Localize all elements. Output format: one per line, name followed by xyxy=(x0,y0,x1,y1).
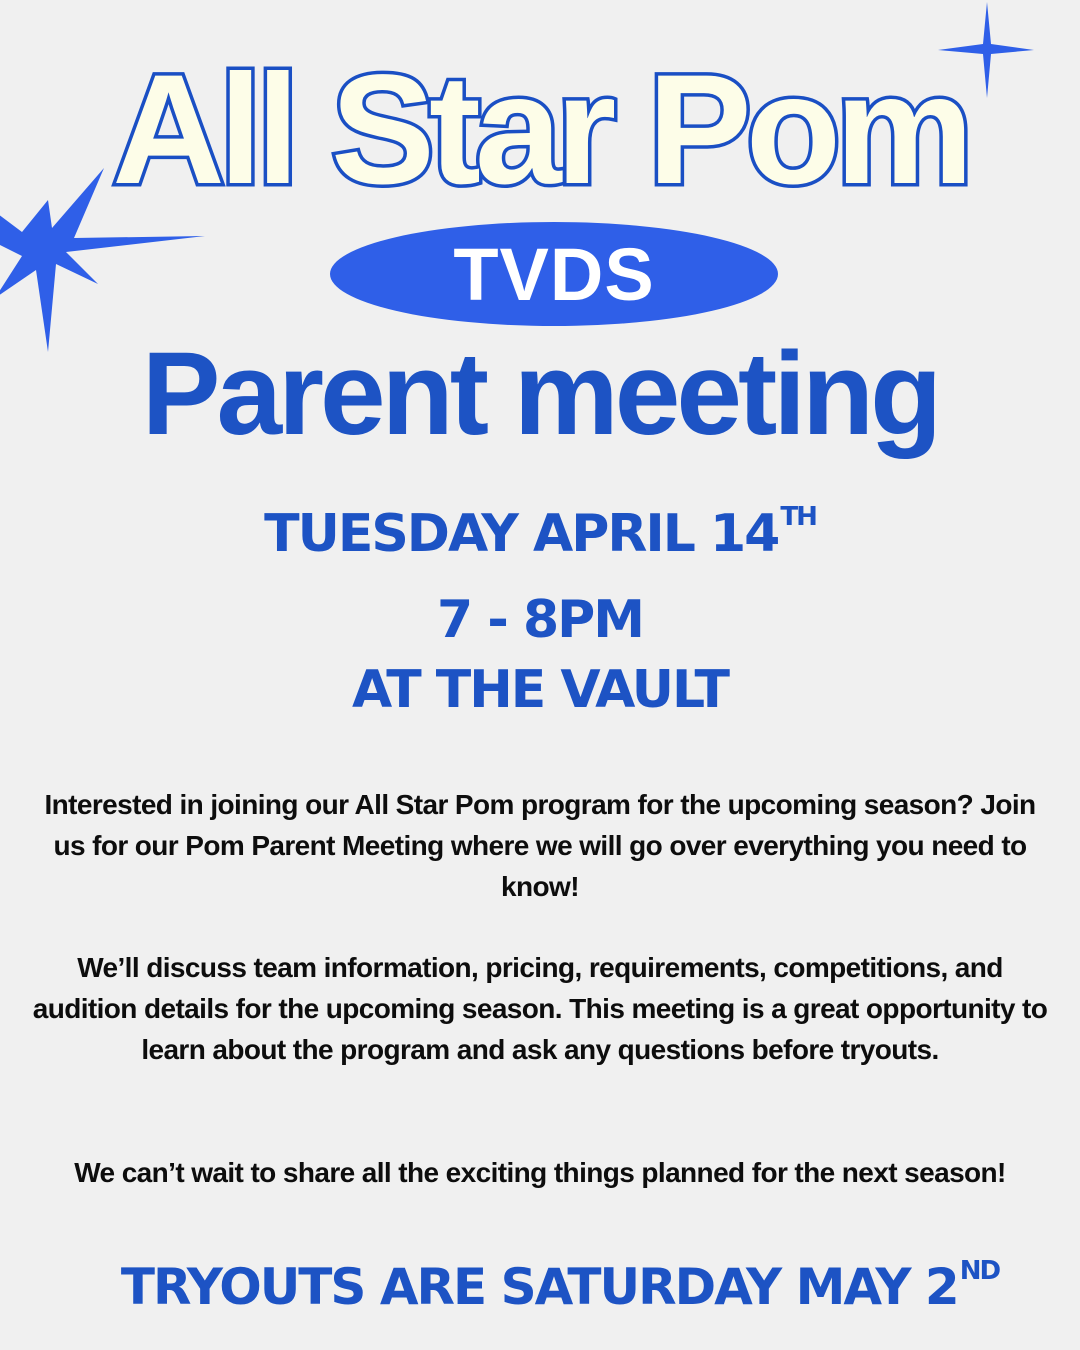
event-date xyxy=(0,502,1080,564)
event-date-text: TUESDAY APRIL 14 xyxy=(264,504,779,564)
tvds-badge xyxy=(330,222,778,326)
paragraph-details: We’ll discuss team information, pricing, requirements, competitions, and audition details for the upcoming season. This meeting is a great opportunity to learn about the program and ask any questions before tryouts. xyxy=(32,952,1048,1065)
page-title: All Star Pom xyxy=(112,43,968,217)
tryouts-text: TRYOUTS ARE SATURDAY MAY 2 xyxy=(120,1258,958,1316)
paragraph-intro: Interested in joining our All Star Pom program for the upcoming season? Join us for our Pom Parent Meeting where we will go over everything you need to know! xyxy=(44,789,1036,902)
event-location: AT THE VAULT xyxy=(352,660,728,720)
tryouts-suffix: ND xyxy=(959,1256,1000,1286)
tvds-badge-label: TVDS xyxy=(453,232,655,316)
paragraph-closing: We can’t wait to share all the exciting things planned for the next season! xyxy=(74,1157,1006,1188)
event-date-suffix: TH xyxy=(780,502,816,532)
tryouts-banner xyxy=(40,1256,1080,1316)
event-time: 7 - 8PM xyxy=(436,590,643,650)
page-subtitle: Parent meeting xyxy=(141,328,939,460)
